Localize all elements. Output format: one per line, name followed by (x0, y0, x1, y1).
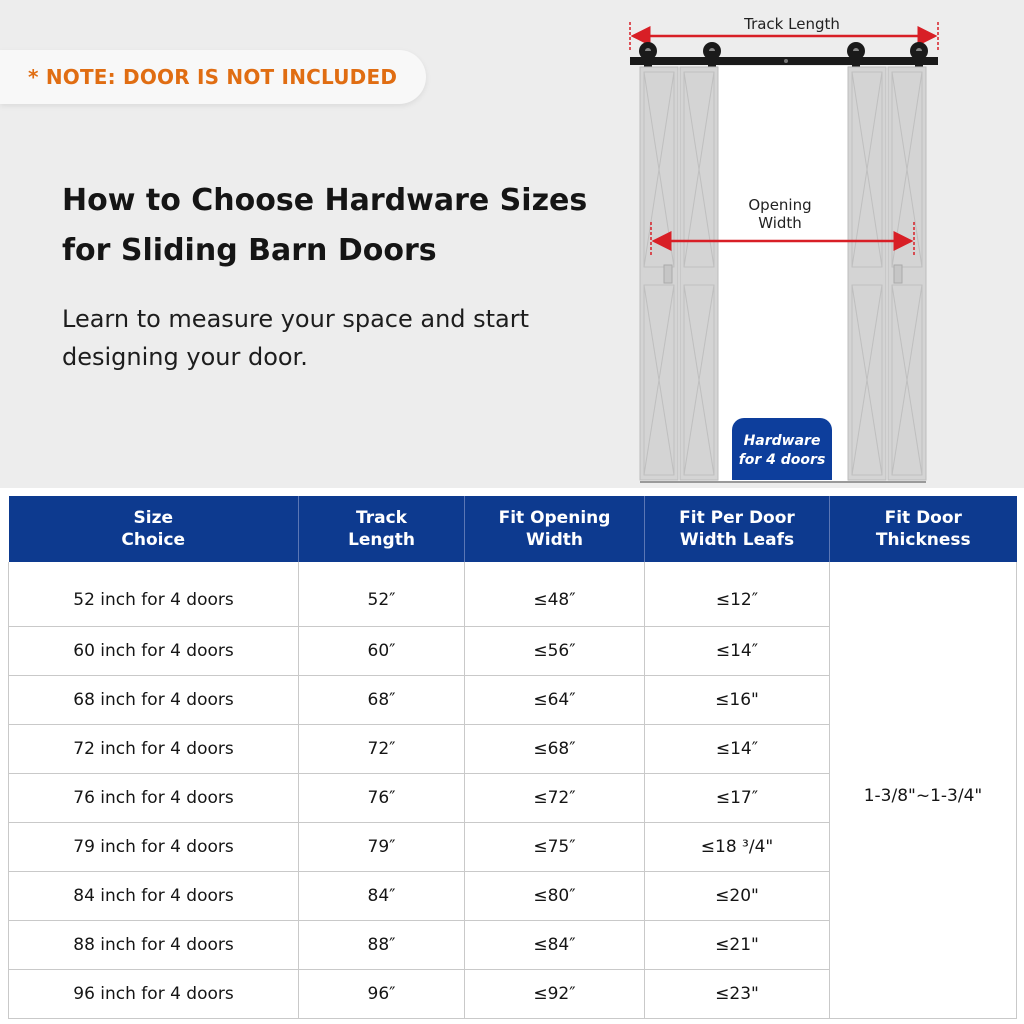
opening-width-cell: ≤84″ (465, 920, 645, 969)
badge-line-1: Hardware (743, 433, 821, 449)
size-choice-cell: 72 inch for 4 doors (9, 724, 299, 773)
track-length-cell: 52″ (299, 562, 465, 626)
opening-width-cell: ≤72″ (465, 773, 645, 822)
header-track-length (299, 496, 465, 562)
opening-width-cell: ≤56″ (465, 626, 645, 675)
page-title-line-1: How to Choose Hardware Sizes (62, 183, 588, 218)
hardware-for-4-doors-badge (732, 418, 832, 480)
track-length-cell: 96″ (299, 969, 465, 1018)
opening-width-cell: ≤92″ (465, 969, 645, 1018)
header-fit-door-thickness-line-2: Thickness (875, 530, 971, 550)
header-fit-door-thickness-line-1: Fit Door (884, 508, 962, 528)
page-subtitle-line-1: Learn to measure your space and start (62, 305, 530, 333)
table-header-row (9, 496, 1017, 562)
header-size-choice-line-2: Choice (121, 530, 186, 550)
header-track-length-line-1: Track (356, 508, 407, 528)
size-choice-cell: 84 inch for 4 doors (9, 871, 299, 920)
track-length-cell: 72″ (299, 724, 465, 773)
opening-width-cell: ≤64″ (465, 675, 645, 724)
track-length-cell: 84″ (299, 871, 465, 920)
track-length-cell: 60″ (299, 626, 465, 675)
header-track-length-line-2: Length (348, 530, 415, 550)
track-length-cell: 79″ (299, 822, 465, 871)
header-fit-per-door-width-line-2: Width Leafs (679, 530, 795, 550)
door-width-cell: ≤12″ (645, 562, 830, 626)
header-fit-per-door-width-line-1: Fit Per Door (679, 508, 795, 528)
track-length-cell: 68″ (299, 675, 465, 724)
header-size-choice-line-1: Size (133, 508, 173, 528)
door-width-cell: ≤23" (645, 969, 830, 1018)
door-width-cell: ≤17″ (645, 773, 830, 822)
door-width-cell: ≤18 ³/4" (645, 822, 830, 871)
badge-line-2: for 4 doors (738, 452, 826, 468)
size-choice-cell: 88 inch for 4 doors (9, 920, 299, 969)
barn-door-diagram (600, 0, 980, 488)
hardware-size-table (8, 496, 1017, 1019)
door-not-included-note: * NOTE: DOOR IS NOT INCLUDED (0, 50, 426, 104)
opening-width-cell: ≤80″ (465, 871, 645, 920)
page-title (62, 176, 622, 276)
right-door-pair (848, 67, 926, 480)
header-fit-opening-width-line-2: Width (526, 530, 583, 550)
opening-width-label (730, 196, 830, 232)
door-width-cell: ≤16" (645, 675, 830, 724)
opening-width-cell: ≤75″ (465, 822, 645, 871)
opening-width-cell: ≤48″ (465, 562, 645, 626)
track-length-cell: 88″ (299, 920, 465, 969)
opening-width-label-line-2: Width (758, 214, 802, 232)
track-length-cell: 76″ (299, 773, 465, 822)
door-width-cell: ≤21" (645, 920, 830, 969)
left-door-pair (640, 67, 718, 480)
size-choice-cell: 96 inch for 4 doors (9, 969, 299, 1018)
door-thickness-cell: 1-3/8"~1-3/4" (830, 562, 1017, 1018)
opening-width-cell: ≤68″ (465, 724, 645, 773)
page-subtitle-line-2: designing your door. (62, 343, 308, 371)
size-choice-cell: 76 inch for 4 doors (9, 773, 299, 822)
barn-door-illustration (600, 0, 980, 488)
header-size-choice (9, 496, 299, 562)
table-row (9, 562, 1017, 626)
page-subtitle (62, 300, 622, 376)
size-choice-cell: 60 inch for 4 doors (9, 626, 299, 675)
header-fit-opening-width-line-1: Fit Opening (498, 508, 611, 528)
size-choice-cell: 79 inch for 4 doors (9, 822, 299, 871)
size-choice-cell: 68 inch for 4 doors (9, 675, 299, 724)
door-width-cell: ≤14″ (645, 724, 830, 773)
door-width-cell: ≤14″ (645, 626, 830, 675)
size-choice-cell: 52 inch for 4 doors (9, 562, 299, 626)
header-fit-opening-width (465, 496, 645, 562)
opening-width-label-line-1: Opening (748, 196, 812, 214)
header-fit-per-door-width (645, 496, 830, 562)
header-fit-door-thickness (830, 496, 1017, 562)
door-width-cell: ≤20" (645, 871, 830, 920)
track-length-label: Track Length (732, 15, 852, 33)
page-title-line-2: for Sliding Barn Doors (62, 233, 437, 268)
